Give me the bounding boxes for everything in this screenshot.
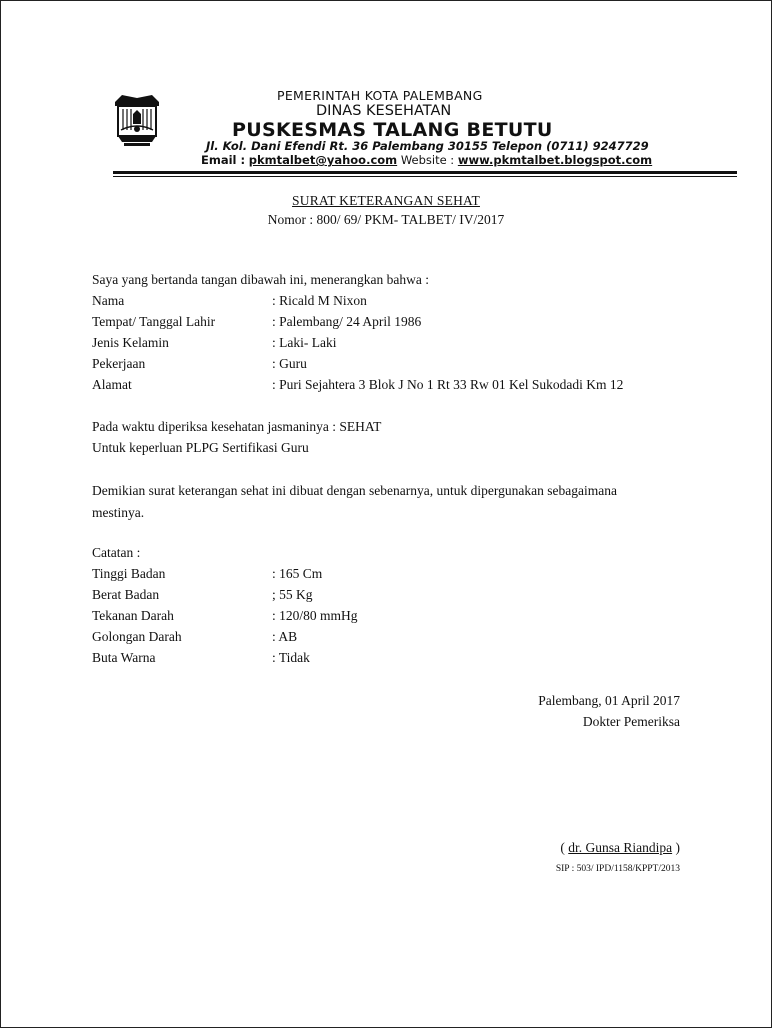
- signature-open-paren: (: [560, 840, 569, 855]
- signature-place-date: Palembang, 01 April 2017: [538, 693, 680, 708]
- document-number: Nomor : 800/ 69/ PKM- TALBET/ IV/2017: [267, 212, 505, 227]
- note-value-height: : 165 Cm: [272, 566, 323, 581]
- contact-line: [201, 153, 652, 167]
- note-label-height: Tinggi Badan: [92, 566, 166, 581]
- note-label-weight: Berat Badan: [92, 587, 160, 602]
- website-link[interactable]: www.pkmtalbet.blogspot.com: [457, 153, 653, 167]
- address-text: Jl. Kol. Dani Efendi Rt. 36 Palembang 30155 Telepon (0711) 9247729: [206, 139, 649, 153]
- identity-label-gender: Jenis Kelamin: [92, 335, 169, 350]
- email-label: Email :: [201, 153, 246, 167]
- purpose-text: Untuk keperluan PLPG Sertifikasi Guru: [92, 440, 309, 455]
- note-value-color-blind: : Tidak: [272, 650, 310, 665]
- signature-name-line: [560, 840, 680, 856]
- intro-text: Saya yang bertanda tangan dibawah ini, menerangkan bahwa :: [92, 272, 429, 287]
- email-link[interactable]: pkmtalbet@yahoo.com: [248, 153, 398, 167]
- notes-label: Catatan :: [92, 545, 141, 560]
- identity-value-occupation: : Guru: [272, 356, 307, 371]
- identity-label-name: Nama: [92, 293, 125, 308]
- identity-value-name: : Ricald M Nixon: [272, 293, 367, 308]
- letterhead-rule-thick: [113, 171, 737, 174]
- identity-value-gender: : Laki- Laki: [272, 335, 337, 350]
- identity-value-birth: : Palembang/ 24 April 1986: [272, 314, 422, 329]
- note-label-color-blind: Buta Warna: [92, 650, 156, 665]
- address-line: [206, 139, 649, 153]
- note-label-blood-type: Golongan Darah: [92, 629, 182, 644]
- signature-role: Dokter Pemeriksa: [582, 714, 680, 729]
- note-value-weight: ; 55 Kg: [272, 587, 313, 602]
- identity-label-birth: Tempat/ Tanggal Lahir: [92, 314, 216, 329]
- letterhead-rule-thin: [113, 176, 737, 177]
- document-title: SURAT KETERANGAN SEHAT: [292, 193, 480, 208]
- exam-result-text: Pada waktu diperiksa kesehatan jasmaninya : SEHAT: [92, 419, 382, 434]
- city-emblem-logo: [112, 92, 162, 150]
- institution-name: PUSKESMAS TALANG BETUTU: [232, 119, 553, 141]
- closing-text-line1: Demikian surat keterangan sehat ini dibuat dengan sebenarnya, untuk dipergunakan sebagaimana: [92, 483, 617, 498]
- note-value-blood-pressure: : 120/80 mmHg: [272, 608, 358, 623]
- signature-sip-number: SIP : 503/ IPD/1158/KPPT/2013: [555, 864, 680, 874]
- signature-doctor-name: dr. Gunsa Riandipa: [568, 840, 673, 855]
- website-label: Website :: [400, 153, 455, 167]
- signature-close-paren: ): [672, 840, 680, 855]
- government-name: PEMERINTAH KOTA PALEMBANG: [277, 88, 483, 103]
- department-name: DINAS KESEHATAN: [316, 103, 452, 119]
- identity-label-occupation: Pekerjaan: [92, 356, 146, 371]
- identity-value-address: : Puri Sejahtera 3 Blok J No 1 Rt 33 Rw 01 Kel Sukodadi Km 12: [272, 377, 624, 392]
- closing-text-line2: mestinya.: [92, 505, 145, 520]
- note-label-blood-pressure: Tekanan Darah: [92, 608, 174, 623]
- identity-label-address: Alamat: [92, 377, 132, 392]
- note-value-blood-type: : AB: [272, 629, 298, 644]
